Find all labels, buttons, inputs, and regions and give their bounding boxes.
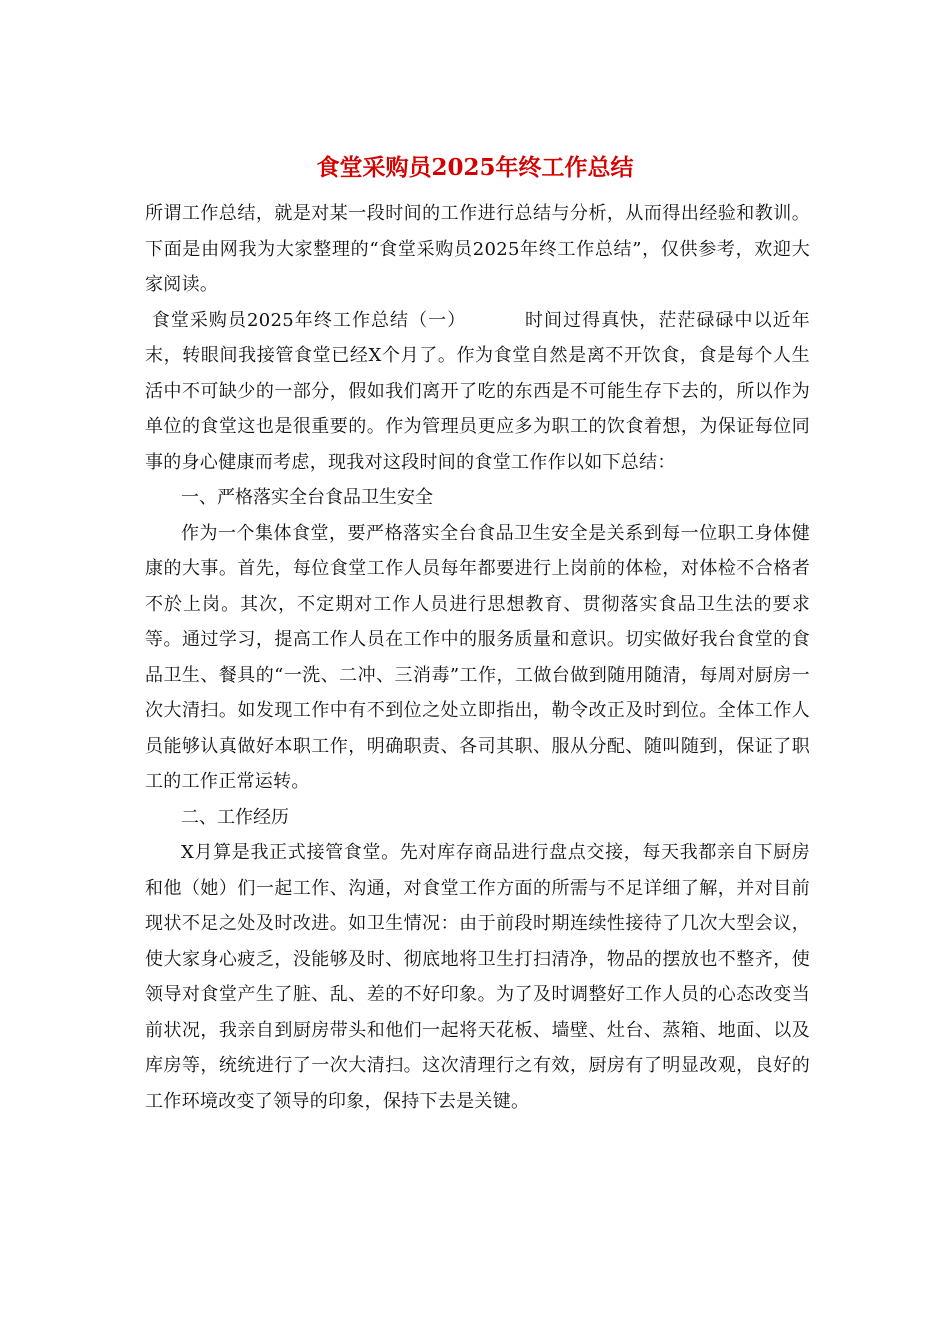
document-title: 食堂采购员2025年终工作总结 bbox=[316, 154, 634, 181]
heading-food-safety: 一、严格落实全台食品卫生安全 bbox=[181, 487, 433, 508]
work-experience-paragraph: X月算是我正式接管食堂。先对库存商品进行盘点交接，每天我都亲自下厨房和他（她）们一起工作、沟通，对食堂工作方面的所需与不足详细了解，并对目前现状不足之处及时改进。如卫生情况：由于前段时期连续性接待了几次大型会议，使大家身心疲乏，没能够及时、彻底地将卫生打扫清净，物品的摆放也不整齐，使领导对食堂产生了脏、乱、差的不好印象。为了及时调整好工作人员的心态改变当前状况，我亲自到厨房带头和他们一起将天花板、墙壁、灶台、蒸箱、地面、以及库房等，统统进行了一次大清扫。这次清理行之有效，厨房有了明显改观，良好的工作环境改变了领导的印象，保持下去是关键。 bbox=[145, 842, 810, 1112]
heading-work-experience: 二、工作经历 bbox=[181, 806, 289, 828]
section-opening-paragraph bbox=[145, 303, 810, 481]
food-safety-paragraph: 作为一个集体食堂，要严格落实全台食品卫生安全是关系到每一位职工身体健康的大事。首先，每位食堂工作人员每年都要进行上岗前的体检，对体检不合格者不於上岗。其次，不定期对工作人员进行思想教育、贯彻落实食品卫生法的要求等。通过学习，提高工作人员在工作中的服务质量和意识。切实做好我台食堂的食品卫生、餐具的“一洗、二冲、三消毒”工作，工做台做到随用随清，每周对厨房一次大清扫。如发现工作中有不到位之处立即指出，勒令改正及时到位。全体工作人员能够认真做好本职工作，明确职责、各司其职、服从分配、随叫随到，保证了职工的工作正常运转。 bbox=[145, 522, 810, 792]
document-body bbox=[145, 196, 810, 1119]
section-title: 食堂采购员2025年终工作总结（一） bbox=[151, 309, 467, 331]
opening-text: 时间过得真快，茫茫碌碌中以近年末，转眼间我接管食堂已经X个月了。作为食堂自然是离不开饮食，食是每个人生活中不可缺少的一部分，假如我们离开了吃的东西是不可能生存下去的，所以作为单位的食堂这也是很重要的。作为管理员更应多为职工的饮食着想，为保证每位同事的身心健康而考虑，现我对这段时间的食堂工作作以如下总结： bbox=[145, 309, 810, 473]
intro-paragraph: 所谓工作总结，就是对某一段时间的工作进行总结与分析，从而得出经验和教训。下面是由网我为大家整理的“食堂采购员2025年终工作总结”，仅供参考，欢迎大家阅读。 bbox=[145, 203, 810, 295]
